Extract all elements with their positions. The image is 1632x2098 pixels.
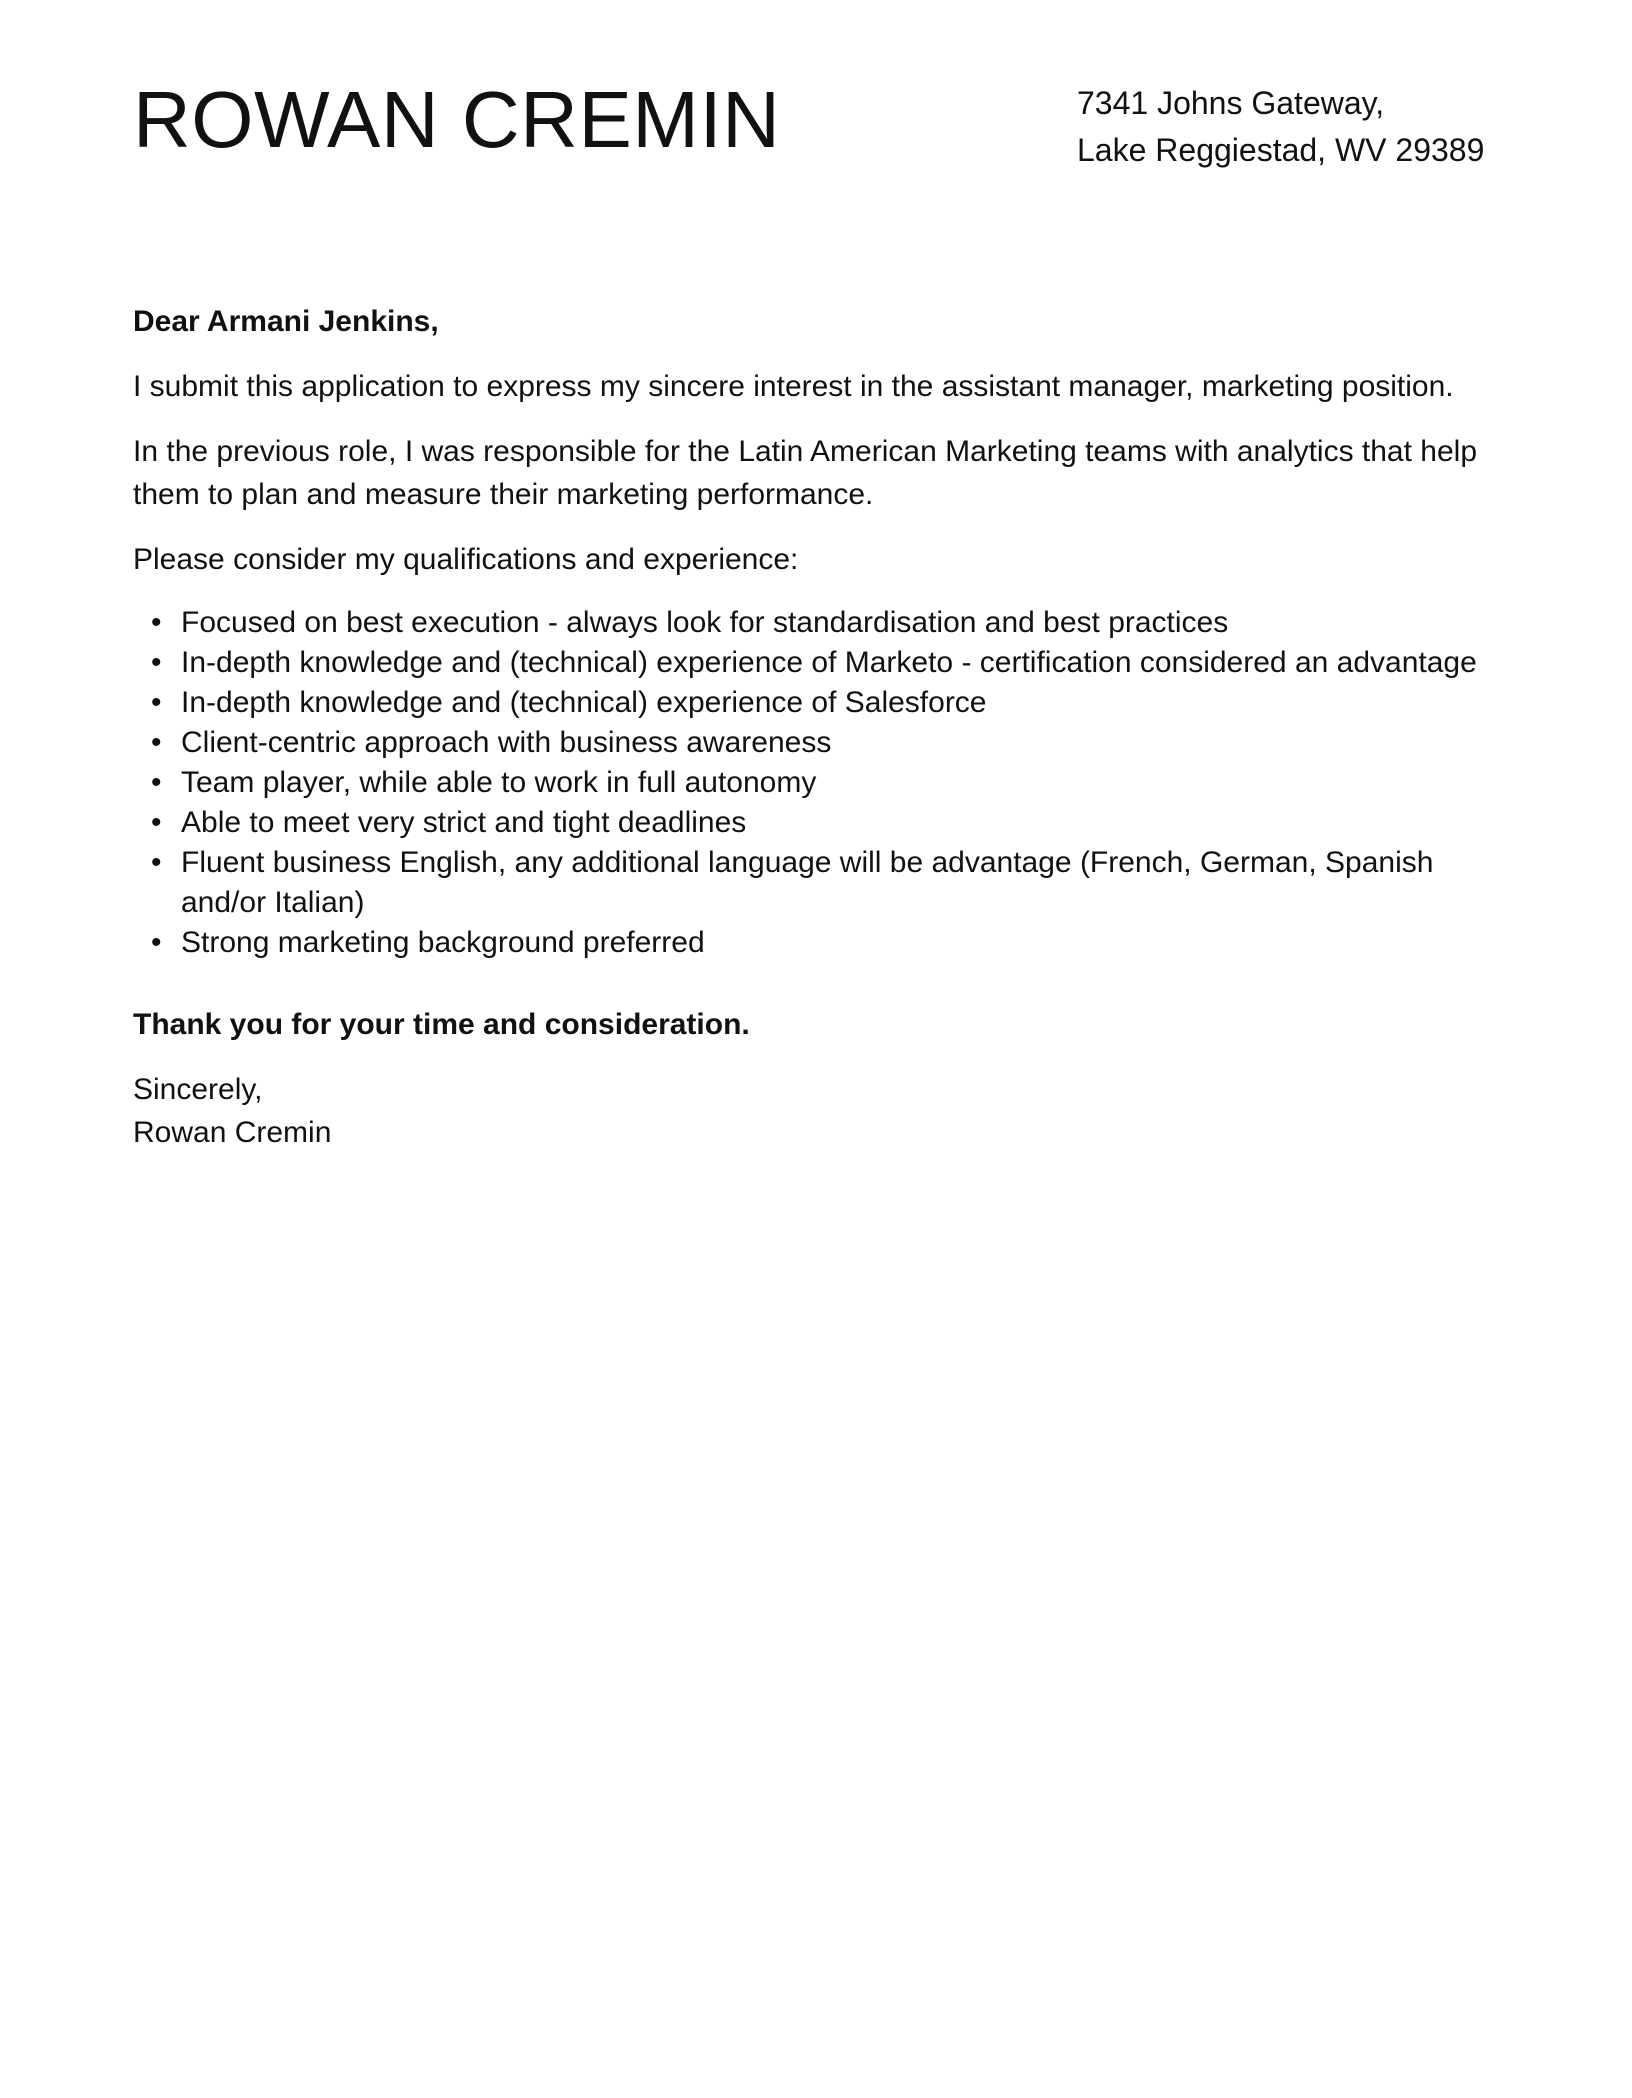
salutation: Dear Armani Jenkins,	[133, 305, 439, 338]
bullet-icon: •	[151, 646, 162, 679]
list-item	[151, 923, 1503, 963]
list-item	[151, 803, 1503, 843]
bullet-icon: •	[151, 726, 162, 759]
qualification-text: Client-centric approach with business awareness	[181, 726, 832, 759]
list-item	[151, 843, 1503, 923]
closing	[133, 1068, 1503, 1154]
list-item	[151, 603, 1503, 643]
qualification-text: Team player, while able to work in full autonomy	[181, 766, 817, 799]
intro-paragraph: I submit this application to express my sincere interest in the assistant manager, marketing position.	[133, 370, 1454, 403]
qualification-text: In-depth knowledge and (technical) experience of Salesforce	[181, 686, 987, 719]
signature-name: Rowan Cremin	[133, 1116, 332, 1149]
list-item	[151, 763, 1503, 803]
bullet-icon: •	[151, 606, 162, 639]
sender-name: ROWAN CREMIN	[133, 75, 781, 164]
qualification-text: Strong marketing background preferred	[181, 926, 705, 959]
bullet-icon: •	[151, 766, 162, 799]
letter-body	[133, 300, 1503, 1154]
bullet-icon: •	[151, 686, 162, 719]
thanks-line: Thank you for your time and consideration.	[133, 1008, 750, 1041]
experience-paragraph: In the previous role, I was responsible for the Latin American Marketing teams with analytics that help them to plan and measure their marketing performance.	[133, 435, 1478, 511]
qualification-text: Fluent business English, any additional language will be advantage (French, German, Spanish and/or Italian)	[181, 846, 1434, 919]
list-item	[151, 683, 1503, 723]
bullet-icon: •	[151, 806, 162, 839]
qualifications-intro: Please consider my qualifications and experience:	[133, 543, 799, 576]
qualification-text: In-depth knowledge and (technical) experience of Marketo - certification considered an advantage	[181, 646, 1477, 679]
sender-address	[1077, 80, 1484, 174]
closing-phrase: Sincerely,	[133, 1073, 263, 1106]
qualification-text: Able to meet very strict and tight deadlines	[181, 806, 747, 839]
list-item	[151, 723, 1503, 763]
address-line-1: 7341 Johns Gateway,	[1077, 85, 1385, 121]
list-item	[151, 643, 1503, 683]
qualification-text: Focused on best execution - always look for standardisation and best practices	[181, 606, 1229, 639]
bullet-icon: •	[151, 846, 162, 879]
bullet-icon: •	[151, 926, 162, 959]
qualifications-list	[133, 603, 1503, 963]
address-line-2: Lake Reggiestad, WV 29389	[1077, 132, 1485, 168]
